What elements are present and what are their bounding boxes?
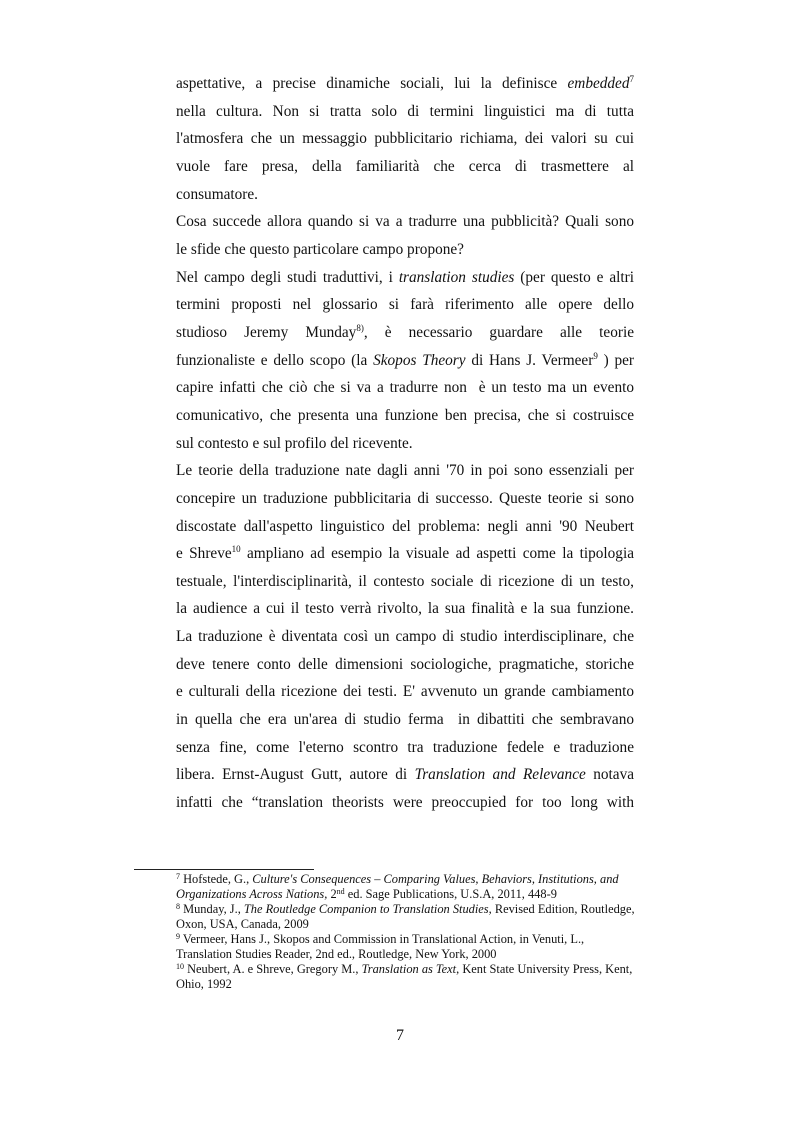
text-line bbox=[176, 264, 634, 292]
text-run: funzionaliste e dello scopo (la bbox=[176, 351, 374, 369]
text-run: 2 bbox=[327, 887, 337, 901]
text-line bbox=[176, 98, 634, 126]
italic-text: embedded bbox=[567, 75, 630, 92]
footnote-marker: nd bbox=[336, 887, 345, 896]
text-run: l'atmosfera che un messaggio pubblicitario richiama, dei valori su cui bbox=[176, 130, 634, 148]
text-run: Nel campo degli studi traduttivi, i bbox=[176, 268, 399, 286]
text-line bbox=[176, 789, 634, 817]
text-line bbox=[176, 208, 634, 236]
text-line bbox=[176, 457, 634, 485]
text-run: ) per bbox=[597, 351, 634, 369]
text-line bbox=[176, 374, 634, 402]
body-text bbox=[176, 70, 634, 817]
text-run: e culturali della ricezione dei testi. E' avvenuto un grande cambiamento bbox=[176, 683, 634, 701]
text-line bbox=[176, 70, 634, 98]
page-number: 7 bbox=[396, 1027, 404, 1044]
footnote bbox=[176, 962, 636, 992]
text-run: , è necessario guardare alle teorie bbox=[363, 323, 635, 341]
text-line bbox=[176, 125, 634, 153]
footnote-marker: 7 bbox=[176, 872, 180, 881]
text-line bbox=[176, 595, 634, 623]
text-run: (per questo e altri bbox=[514, 268, 634, 286]
text-run: vuole fare presa, della familiarità che cerca di trasmettere al bbox=[176, 157, 634, 175]
text-line bbox=[176, 430, 634, 458]
footnote-marker: 7 bbox=[629, 74, 634, 84]
text-run: ed. Sage Publications, U.S.A, 2011, 448-9 bbox=[344, 887, 557, 901]
text-run: di Hans J. Vermeer bbox=[465, 351, 594, 369]
text-line bbox=[176, 540, 634, 568]
text-line bbox=[176, 734, 634, 762]
text-line bbox=[176, 291, 634, 319]
italic-text: translation studies bbox=[398, 268, 515, 286]
footnote-marker: 8) bbox=[356, 322, 364, 333]
text-line bbox=[176, 319, 634, 347]
footnote-marker: 10 bbox=[176, 962, 184, 971]
text-line bbox=[176, 153, 634, 181]
text-run: senza fine, come l'eterno scontro tra traduzione fedele e traduzione bbox=[176, 738, 634, 756]
footnote bbox=[176, 932, 636, 962]
text-run: comunicativo, che presenta una funzione ben precisa, che si costruisce bbox=[176, 406, 634, 424]
text-line bbox=[176, 513, 634, 541]
text-run: concepire un traduzione pubblicitaria di successo. Queste teorie si sono bbox=[176, 489, 634, 507]
text-run: in quella che era un'area di studio ferma in dibattiti che sembravano bbox=[176, 711, 634, 729]
text-run: Hofstede, G., bbox=[180, 872, 253, 886]
italic-text: The Routledge Companion to Translation Studies, bbox=[243, 902, 492, 916]
footnote-separator bbox=[134, 869, 314, 870]
text-run: Cosa succede allora quando si va a tradurre una pubblicità? Quali sono bbox=[176, 213, 634, 231]
text-line bbox=[176, 347, 634, 375]
text-run: nella cultura. Non si tratta solo di termini linguistici ma di tutta bbox=[176, 102, 634, 120]
text-line bbox=[176, 706, 634, 734]
italic-text: Culture's Consequences – Comparing Values, Behaviors, Institutions, and Organizations Across Nations, bbox=[176, 872, 619, 901]
text-run: sul contesto e sul profilo del ricevente. bbox=[176, 434, 413, 452]
text-run: Vermeer, Hans J., Skopos and Commission in Translational Action, in Venuti, L., Translation Studies Reader, 2nd ed., Routledge, New York, 2000 bbox=[176, 932, 585, 961]
text-run: testuale, l'interdisciplinarità, il contesto sociale di ricezione di un testo, bbox=[176, 572, 634, 590]
footnote-marker: 9 bbox=[593, 350, 598, 361]
text-line bbox=[176, 761, 634, 789]
text-line bbox=[176, 623, 634, 651]
text-run: notava bbox=[585, 766, 635, 784]
text-run: ampliano ad esempio la visuale ad aspetti come la tipologia bbox=[240, 545, 634, 563]
text-run: termini proposti nel glossario si farà riferimento alle opere dello bbox=[176, 296, 634, 314]
text-run: Neubert, A. e Shreve, Gregory M., bbox=[184, 962, 362, 976]
text-line bbox=[176, 651, 634, 679]
text-run: e Shreve bbox=[176, 545, 232, 563]
italic-text: Skopos Theory bbox=[373, 351, 466, 369]
text-run: , Kent State University Press, Kent, Ohio, 1992 bbox=[176, 962, 633, 991]
footnote bbox=[176, 902, 636, 932]
text-run: Munday, J., bbox=[180, 902, 244, 916]
text-run: la audience a cui il testo verrà rivolto, la sua finalità e la sua funzione. bbox=[176, 600, 634, 618]
text-run: le sfide che questo particolare campo propone? bbox=[176, 240, 464, 258]
italic-text: Translation and Relevance bbox=[414, 766, 586, 784]
text-run: capire infatti che ciò che si va a tradurre non è un testo ma un evento bbox=[176, 379, 634, 397]
text-run: Revised Edition, Routledge, Oxon, USA, Canada, 2009 bbox=[176, 902, 635, 931]
text-run: aspettative, a precise dinamiche sociali, lui la definisce bbox=[176, 75, 568, 92]
text-line bbox=[176, 402, 634, 430]
text-run: La traduzione è diventata così un campo di studio interdisciplinare, che bbox=[176, 628, 634, 646]
text-run: libera. Ernst-August Gutt, autore di bbox=[176, 766, 415, 784]
text-run: Le teorie della traduzione nate dagli anni '70 in poi sono essenziali per bbox=[176, 462, 634, 480]
footnotes bbox=[176, 872, 636, 992]
text-line bbox=[176, 181, 634, 209]
text-run: infatti che “translation theorists were preoccupied for too long with bbox=[176, 794, 634, 812]
footnote bbox=[176, 872, 636, 902]
text-line bbox=[176, 485, 634, 513]
text-line bbox=[176, 236, 634, 264]
text-line bbox=[176, 678, 634, 706]
text-run: consumatore. bbox=[176, 185, 258, 203]
footnote-marker: 8 bbox=[176, 902, 180, 911]
italic-text: Translation as Text bbox=[361, 962, 457, 976]
footnote-marker: 10 bbox=[231, 544, 241, 555]
text-line bbox=[176, 568, 634, 596]
text-run: studioso Jeremy Munday bbox=[176, 323, 357, 341]
text-run: deve tenere conto delle dimensioni sociologiche, pragmatiche, storiche bbox=[176, 655, 634, 673]
footnote-marker: 9 bbox=[176, 932, 180, 941]
text-run: discostate dall'aspetto linguistico del problema: negli anni '90 Neubert bbox=[176, 517, 634, 535]
